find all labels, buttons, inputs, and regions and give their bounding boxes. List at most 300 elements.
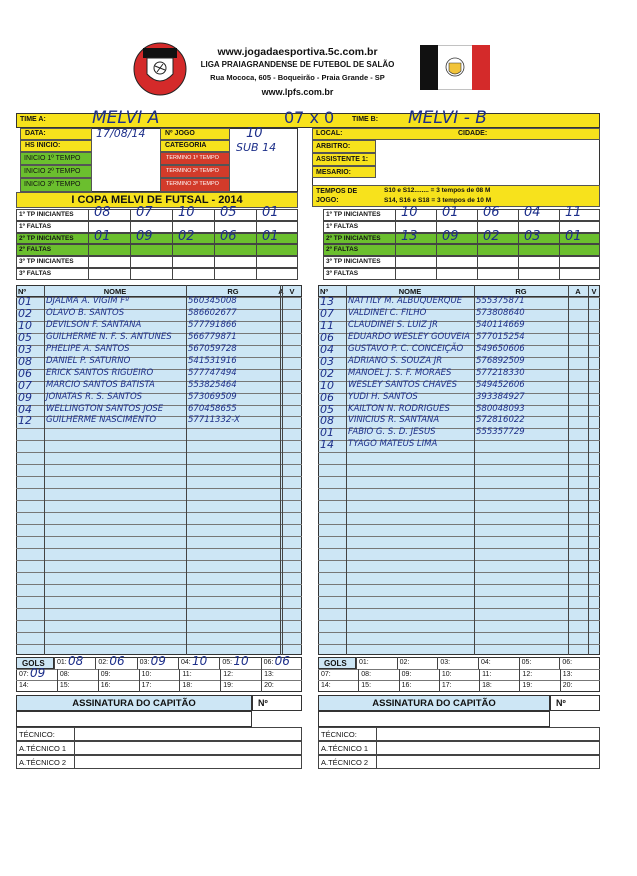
table-row-line [16,560,302,561]
gols-divider [358,680,359,692]
player-rg: 580048093 [476,403,525,414]
table-row-line [16,428,302,429]
atec2-label: A.TÉCNICO 2 [19,758,67,767]
mesario-label: MESARIO: [316,169,351,176]
gols-slot: 03: [139,659,150,666]
table-row-line [318,464,600,465]
gols-divider [54,657,55,669]
period-divider [559,256,560,268]
gols-slot: 02: [98,659,109,666]
gols-divider [559,657,560,669]
column-nome: NOME [398,287,422,296]
gols-slot: 19: [223,682,234,689]
termino2-label: TERMINO 2º TEMPO [166,168,219,174]
player-name: GUILHERME N. F. S. ANTUNES [46,331,172,342]
table-row-line [318,512,600,513]
league-name: LIGA PRAIAGRANDENSE DE FUTEBOL DE SALÃO [200,60,395,69]
gols-divider [261,657,262,669]
address: Rua Mococa, 605 - Boqueirão - Praia Grande - SP [210,73,385,82]
table-row-line [16,500,302,501]
player-number: 05 [320,402,334,416]
period-divider [518,233,519,245]
table-row-line [16,548,302,549]
player-rg: 560345008 [188,295,237,306]
period-label: 3º FALTAS [19,270,52,277]
period-divider [559,268,560,280]
period-divider [172,209,173,221]
player-rg: 577218330 [476,367,525,378]
gol-player: 10 [192,654,208,668]
gols-slot: 16: [401,682,412,689]
gols-divider [399,669,400,681]
table-row-line [16,488,302,489]
period-divider [436,268,437,280]
period-divider [214,256,215,268]
table-row-line [318,620,600,621]
gols-divider [478,657,479,669]
player-rg: 566779871 [188,331,237,342]
column-a: A [278,287,284,296]
column-num: Nº [18,287,27,296]
period-player-number: 08 [94,205,111,220]
atec2-label: A.TÉCNICO 2 [321,758,369,767]
time-a-label: TIME A: [20,116,46,123]
table-row-line [16,608,302,609]
table-row-line [318,608,600,609]
gols-slot: 11: [482,670,492,678]
period-divider [518,256,519,268]
time-b-name: MELVI - B [408,108,487,128]
gols-label: GOLS [324,659,347,668]
tecnico-label: TÉCNICO: [19,730,55,739]
gols-divider [178,657,179,669]
player-number: 03 [18,342,32,356]
gols-slot: 10: [441,670,452,678]
termino1-label: TERMINO 1º TEMPO [166,155,219,161]
player-name: DJALMA A. VIGIM Fº [46,295,130,306]
player-name: EDUARDO WESLEY GOUVEIA [348,331,470,342]
table-row-line [16,620,302,621]
gols-divider [519,680,520,692]
period-divider [395,244,396,256]
gols-slot: 05: [521,659,532,666]
table-row-line [16,452,302,453]
player-rg: 393384927 [476,391,525,402]
period-divider [88,244,89,256]
player-number: 01 [320,426,334,440]
period-player-number: 04 [524,205,541,220]
footer-divider [376,741,377,755]
period-player-number: 01 [262,205,279,220]
gols-slot: 18: [482,682,492,689]
gols-divider [261,680,262,692]
gols-row-line [16,669,302,670]
table-col-line [280,285,281,655]
categoria-label: CATEGORIA [165,142,207,149]
period-player-number: 13 [401,228,418,244]
gols-slot: 07: [19,670,29,678]
period-divider [214,233,215,245]
period-divider [518,244,519,256]
gols-slot: 13: [264,670,274,678]
atec1-label: A.TÉCNICO 1 [19,744,67,753]
blank-row [318,711,550,727]
period-divider [88,221,89,233]
assinatura-label: ASSINATURA DO CAPITÃO [372,698,496,709]
period-divider [395,233,396,245]
tempos-label: TEMPOS DE JOGO: [316,188,358,204]
player-rg: 555357729 [476,427,525,438]
period-player-number: 10 [178,205,195,220]
period-divider [559,244,560,256]
gols-divider [57,680,58,692]
table-col-line [346,285,347,655]
table-row-line [318,560,600,561]
table-col-line [588,285,589,655]
period-divider [559,221,560,233]
player-number: 06 [320,390,334,404]
table-row-line [16,572,302,573]
player-name: VALDINEI C. FILHO [348,307,427,318]
gols-divider [519,669,520,681]
period-label: 2º TP INICIANTES [19,234,74,242]
period-divider [256,268,257,280]
score: 07 x 0 [284,108,335,127]
footer-divider [74,741,75,755]
period-label: 2º TP INICIANTES [326,234,381,242]
player-name: TYAGO MATEUS LIMA [348,439,438,450]
local-label: LOCAL: [316,130,343,137]
gols-slot: 05: [222,659,233,666]
period-divider [214,244,215,256]
gol-player: 09 [150,654,166,668]
gols-slot: 09: [401,670,412,678]
player-rg: 567059728 [188,343,237,354]
period-divider [88,233,89,245]
table-row-line [16,512,302,513]
period-divider [477,268,478,280]
player-rg: 577747494 [188,367,237,378]
gols-divider [95,657,96,669]
player-number: 01 [18,294,32,308]
player-number: 10 [18,318,32,332]
hs-label: HS INICIO: [25,142,61,149]
period-divider [256,233,257,245]
table-row-line [318,644,600,645]
period-player-number: 05 [220,205,237,220]
player-number: 06 [320,330,334,344]
table-row-line [16,476,302,477]
player-number: 09 [18,390,32,404]
period-divider [130,268,131,280]
period-player-number: 09 [442,228,459,244]
inicio1-label: INICIO 1º TEMPO [24,155,81,162]
gols-label: GOLS [22,659,45,668]
league-logo [133,42,187,96]
gols-divider [479,680,480,692]
period-player-number: 07 [136,205,153,220]
player-name: JONATAS R. S. SANTOS [46,391,143,402]
column-num: Nº [320,287,329,296]
gols-slot: 15: [361,682,372,689]
player-number: 03 [320,354,334,368]
period-player-number: 01 [565,228,582,244]
player-rg: 541531916 [188,355,237,366]
arbitro-label: ARBITRO: [316,143,351,150]
period-divider [172,244,173,256]
player-name: DEVILSON F. SANTANA [46,319,142,330]
period-label: 3º TP INICIANTES [19,258,74,266]
player-number: 02 [320,366,334,380]
gols-slot: 09: [100,670,111,678]
player-name: OLAVO B. SANTOS [46,307,125,318]
gols-divider [98,669,99,681]
period-divider [395,209,396,221]
period-divider [436,244,437,256]
footer-divider [376,755,377,769]
gols-divider [358,669,359,681]
player-name: GUILHERME NASCIMENTO [46,415,157,426]
gols-slot: 15: [59,682,70,689]
player-rg: 549452606 [476,379,525,390]
table-col-line [474,285,475,655]
gols-divider [560,669,561,681]
period-label: 1º FALTAS [326,222,359,230]
period-divider [256,209,257,221]
period-divider [256,221,257,233]
data-label: DATA: [25,130,46,137]
player-name: CLAUDINEI S. LUIZ JR [348,319,438,330]
inicio2-label: INICIO 2º TEMPO [24,168,81,175]
gols-divider [220,680,221,692]
period-divider [130,256,131,268]
gols-slot: 07: [321,670,331,678]
period-divider [436,233,437,245]
player-number: 08 [320,414,334,428]
gol-player: 10 [233,654,249,668]
table-col-line [186,285,187,655]
player-number: 05 [18,330,32,344]
table-row-line [16,596,302,597]
period-divider [172,221,173,233]
player-name: PHELIPE A. SANTOS [46,343,130,354]
period-label: 1º TP INICIANTES [326,211,381,218]
period-divider [559,233,560,245]
player-rg: 573069509 [188,391,237,402]
table-row-line [16,584,302,585]
table-row-line [16,644,302,645]
player-name: MANOEL J. S. F. MORAES [348,367,452,378]
period-divider [436,256,437,268]
gols-divider [219,657,220,669]
gol-player: 09 [30,665,46,680]
table-row-line [318,536,600,537]
gols-slot: 06: [263,659,274,666]
gols-slot: 02: [399,659,410,666]
gols-divider [399,680,400,692]
player-name: WELLINGTON SANTOS JOSE [46,403,164,414]
gols-slot: 14: [19,682,29,689]
jogo-label: Nº JOGO [165,130,195,137]
period-divider [395,221,396,233]
period-divider [172,256,173,268]
gols-slot: 18: [182,682,193,689]
player-number: 12 [18,414,32,428]
gols-slot: 19: [522,682,533,689]
period-divider [88,256,89,268]
gols-divider [479,669,480,681]
period-divider [172,233,173,245]
gols-divider [179,669,180,681]
n-label: Nº [556,698,566,708]
player-rg: 572816022 [476,415,525,426]
period-player-number: 06 [483,205,500,220]
player-name: NATTILY M. ALBUQUERQUE [348,295,463,306]
local-cell [312,128,600,140]
gols-slot: 08: [59,670,70,678]
period-divider [88,268,89,280]
period-divider [88,209,89,221]
player-name: DANIEL P. SATURNO [46,355,131,366]
table-col-line [568,285,569,655]
period-label: 1º FALTAS [19,222,52,230]
period-player-number: 01 [94,228,111,244]
player-rg: 573808640 [476,307,525,318]
jogo-value: 10 [246,126,263,141]
table-row-line [318,524,600,525]
termino3-label: TERMINO 3º TEMPO [166,181,219,187]
city-flag [420,45,490,90]
gols-slot: 04: [181,659,191,666]
time-a-name: MELVI A [92,108,160,128]
period-divider [477,209,478,221]
table-row-line [16,536,302,537]
data-value: 17/08/14 [96,127,146,140]
player-name: YUDI H. SANTOS [348,391,418,402]
player-number: 14 [320,438,334,452]
period-divider [559,209,560,221]
gols-divider [560,680,561,692]
player-rg: 576892509 [476,355,525,366]
period-player-number: 03 [524,228,541,244]
player-rg: 586602677 [188,307,237,318]
player-rg: 549650606 [476,343,525,354]
gols-slot: 13: [562,670,573,678]
gol-player: 06 [274,654,290,668]
column-nome: NOME [103,287,127,296]
gol-player: 08 [68,654,84,668]
table-row-line [318,632,600,633]
period-player-number: 01 [442,205,459,220]
player-number: 04 [320,342,334,356]
table-row-line [318,596,600,597]
period-divider [436,209,437,221]
time-b-label: TIME B: [352,116,379,123]
player-number: 06 [18,366,32,380]
period-player-number: 11 [565,205,582,220]
player-number: 02 [18,306,32,320]
footer-divider [74,727,75,741]
gols-slot: 17: [441,682,452,689]
column-a: A [575,287,581,296]
gols-slot: 14: [321,682,331,689]
gols-slot: 01: [359,659,369,666]
gols-divider [57,669,58,681]
period-divider [477,256,478,268]
period-divider [214,209,215,221]
blank-row [16,711,252,727]
table-row-line [16,632,302,633]
table-col-line [282,285,283,655]
period-divider [130,233,131,245]
gols-slot: 08: [361,670,372,678]
player-name: GUSTAVO P. C. CONCEIÇÃO [348,343,464,354]
player-number: 11 [320,318,334,332]
player-number: 07 [320,306,334,320]
player-rg: 670458655 [188,403,237,414]
website: www.jogadaesportiva.5c.com.br [217,46,378,58]
table-row-line [16,524,302,525]
player-name: KAILTON N. RODRIGUES [348,403,450,414]
gols-divider [220,669,221,681]
tempos-text-1: S10 e S12........ = 3 tempos de 08 M [384,187,491,194]
player-name: VINICIUS R. SANTANA [348,415,440,426]
period-player-number: 02 [483,228,500,244]
footer-row [318,727,600,741]
site2: www.lpfs.com.br [261,87,334,97]
player-name: FABIO G. S. D. JESUS [348,427,436,438]
gols-divider [397,657,398,669]
player-rg: 577015254 [476,331,525,342]
period-divider [256,244,257,256]
gols-divider [139,669,140,681]
player-number: 10 [320,378,334,392]
column-rg: RG [515,287,527,296]
gols-divider [137,657,138,669]
gols-row-line [318,680,600,681]
table-row-line [318,452,600,453]
cidade-label: CIDADE: [458,130,488,137]
period-player-number: 02 [178,228,195,244]
period-label: 3º TP INICIANTES [326,258,381,266]
gols-slot: 01: [57,659,67,666]
gols-slot: 06: [562,659,573,666]
period-player-number: 09 [136,228,153,244]
table-row-line [318,572,600,573]
gols-divider [261,669,262,681]
period-label: 2º FALTAS [326,246,359,254]
player-rg: 553825464 [188,379,237,390]
footer-row [16,727,302,741]
gols-slot: 04: [481,659,491,666]
player-number: 07 [18,378,32,392]
player-rg: 555375871 [476,295,525,306]
period-divider [477,221,478,233]
gols-divider [439,669,440,681]
player-number: 04 [18,402,32,416]
gols-row-line [16,680,302,681]
gols-slot: 16: [100,682,111,689]
table-col-line [44,285,45,655]
player-rg: 57711332-X [188,415,240,426]
gols-divider [356,657,357,669]
gols-slot: 12: [522,670,533,678]
assistente-label: ASSISTENTE 1: [316,156,369,163]
assinatura-label: ASSINATURA DO CAPITÃO [72,698,196,709]
table-row-line [318,584,600,585]
period-player-number: 01 [262,228,279,244]
player-number: 08 [18,354,32,368]
